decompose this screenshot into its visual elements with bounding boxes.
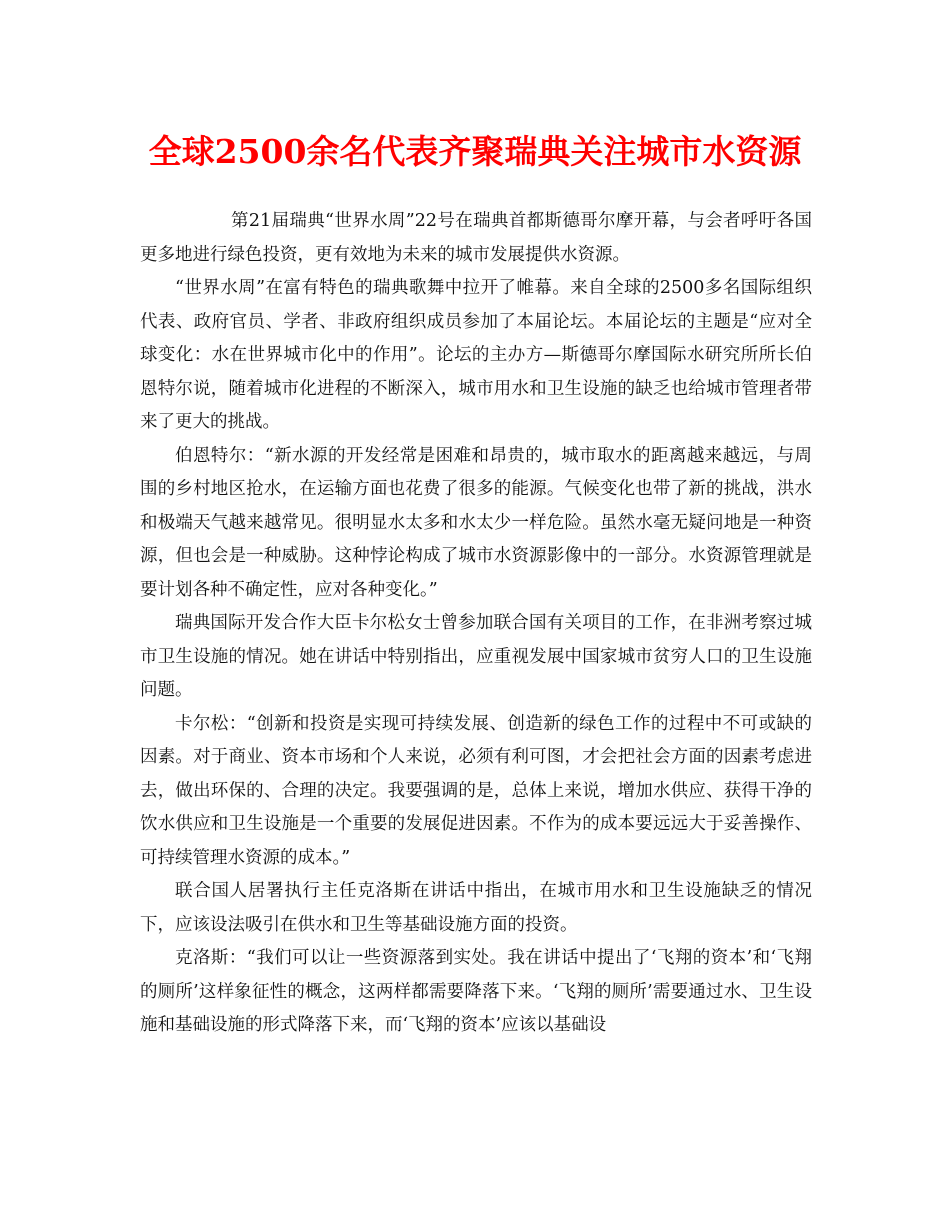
paragraph: 克洛斯：“我们可以让一些资源落到实处。我在讲话中提出了‘飞翔的资本’和‘飞翔的厕所’这样象征性的概念，这两样都需要降落下来。‘飞翔的厕所’需要通过水、卫生设施和基础设施的形式降落下来，而‘飞翔的资本’应该以基础设 xyxy=(140,948,812,1035)
paragraph: 伯恩特尔：“新水源的开发经常是困难和昂贵的，城市取水的距离越来越远，与周围的乡村地区抢水，在运输方面也花费了很多的能源。气候变化也带了新的挑战，洪水和极端天气越来越常见。很明显水太多和水太少一样危险。虽然水毫无疑问地是一种资源，但也会是一种威胁。这种悖论构成了城市水资源影像中的一部分。水资源管理就是要计划各种不确定性，应对各种变化。” xyxy=(140,445,812,600)
document-title: 全球2500余名代表齐聚瑞典关注城市水资源 xyxy=(148,132,802,171)
paragraph: 联合国人居署执行主任克洛斯在讲话中指出，在城市用水和卫生设施缺乏的情况下，应该设法吸引在供水和卫生等基础设施方面的投资。 xyxy=(140,881,812,935)
paragraph: 瑞典国际开发合作大臣卡尔松女士曾参加联合国有关项目的工作，在非洲考察过城市卫生设施的情况。她在讲话中特别指出，应重视发展中国家城市贫穷人口的卫生设施问题。 xyxy=(140,613,812,700)
paragraph: “世界水周”在富有特色的瑞典歌舞中拉开了帷幕。来自全球的2500多名国际组织代表、政府官员、学者、非政府组织成员参加了本届论坛。本届论坛的主题是“应对全球变化：水在世界城市化中的作用”。论坛的主办方—斯德哥尔摩国际水研究所所长伯恩特尔说，随着城市化进程的不断深入，城市用水和卫生设施的缺乏也给城市管理者带来了更大的挑战。 xyxy=(140,278,812,432)
document-body xyxy=(140,205,812,1043)
paragraph: 卡尔松：“创新和投资是实现可持续发展、创造新的绿色工作的过程中不可或缺的因素。对于商业、资本市场和个人来说，必须有利可图，才会把社会方面的因素考虑进去，做出环保的、合理的决定。我要强调的是，总体上来说，增加水供应、获得干净的饮水供应和卫生设施是一个重要的发展促进因素。不作为的成本要远远大于妥善操作、可持续管理水资源的成本。” xyxy=(140,713,812,868)
paragraph: 第21届瑞典“世界水周”22号在瑞典首都斯德哥尔摩开幕，与会者呼吁各国更多地进行绿色投资，更有效地为未来的城市发展提供水资源。 xyxy=(140,211,812,265)
